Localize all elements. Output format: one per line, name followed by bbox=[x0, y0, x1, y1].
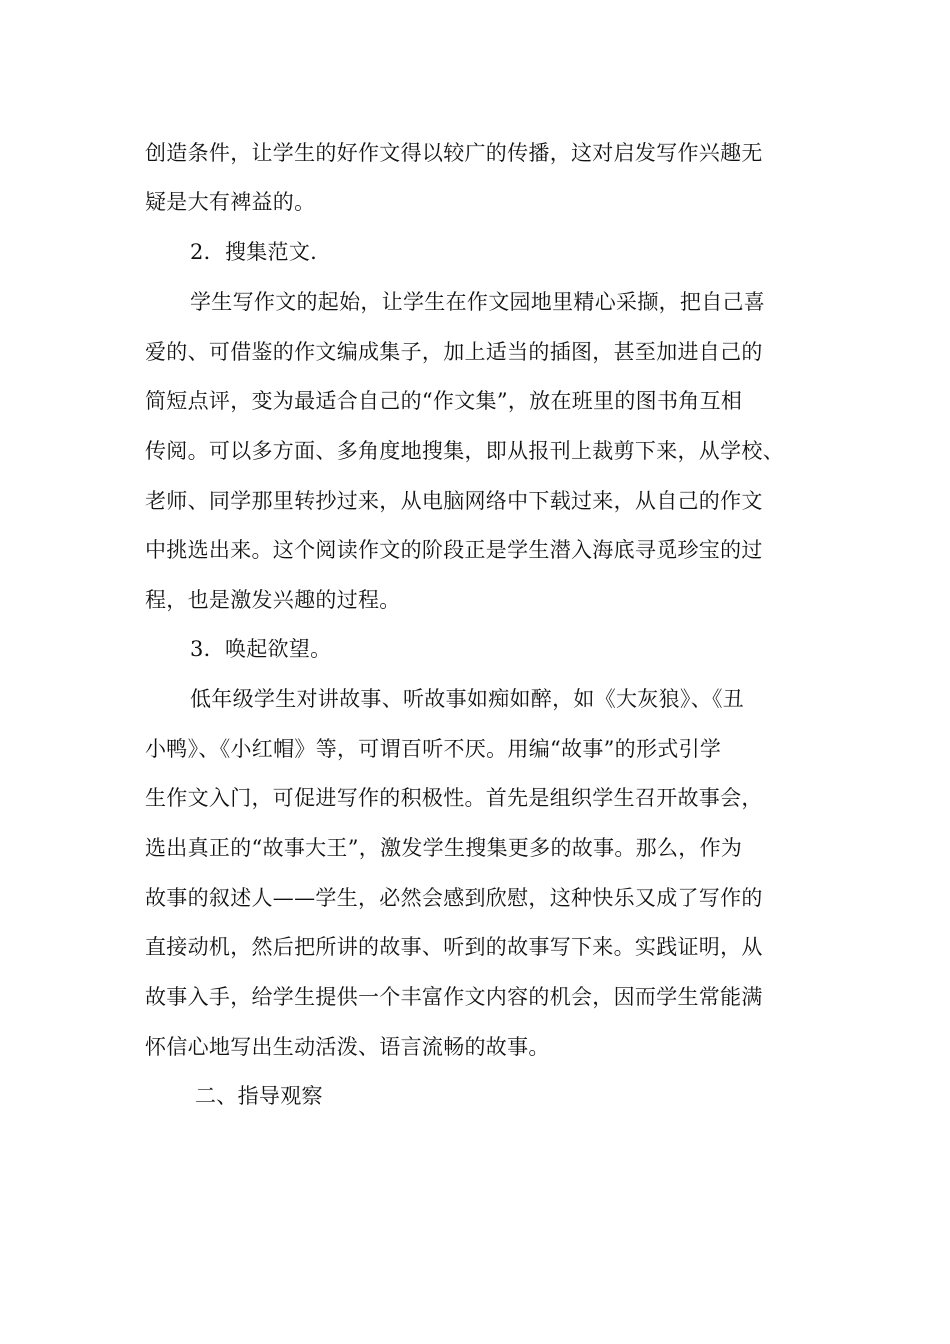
paragraph-line: 爱的、可借鉴的作文编成集子，加上适当的插图，甚至加进自己的 bbox=[145, 340, 763, 364]
section-heading: 3．唤起欲望。 bbox=[190, 637, 332, 661]
section-heading: 2．搜集范文. bbox=[190, 240, 318, 264]
paragraph-line: 老师、同学那里转抄过来，从电脑网络中下载过来，从自己的作文 bbox=[145, 489, 763, 513]
paragraph-line: 创造条件，让学生的好作文得以较广的传播，这对启发写作兴趣无 bbox=[145, 141, 763, 165]
paragraph-line: 学生写作文的起始，让学生在作文园地里精心采撷，把自己喜 bbox=[190, 290, 766, 314]
paragraph-line: 传阅。可以多方面、多角度地搜集，即从报刊上裁剪下来，从学校、 bbox=[145, 439, 784, 463]
paragraph-line: 故事的叙述人——学生，必然会感到欣慰，这种快乐又成了写作的 bbox=[145, 886, 763, 910]
paragraph-line: 疑是大有裨益的。 bbox=[145, 190, 316, 214]
paragraph-line: 怀信心地写出生动活泼、语言流畅的故事。 bbox=[145, 1035, 550, 1059]
paragraph-line: 低年级学生对讲故事、听故事如痴如醉，如《大灰狼》、《丑 bbox=[190, 687, 745, 711]
paragraph-line: 程，也是激发兴趣的过程。 bbox=[145, 588, 401, 612]
paragraph-line: 小鸭》、《小红帽》等，可谓百听不厌。用编“故事”的形式引学 bbox=[145, 737, 722, 761]
paragraph-line: 中挑选出来。这个阅读作文的阶段正是学生潜入海底寻觅珍宝的过 bbox=[145, 538, 763, 562]
paragraph-line: 选出真正的“故事大王”，激发学生搜集更多的故事。那么，作为 bbox=[145, 836, 743, 860]
paragraph-line: 简短点评，变为最适合自己的“作文集”，放在班里的图书角互相 bbox=[145, 389, 743, 413]
section-heading: 二、指导观察 bbox=[195, 1084, 323, 1108]
paragraph-line: 故事入手，给学生提供一个丰富作文内容的机会，因而学生常能满 bbox=[145, 985, 763, 1009]
paragraph-line: 直接动机，然后把所讲的故事、听到的故事写下来。实践证明，从 bbox=[145, 935, 763, 959]
paragraph-line: 生作文入门，可促进写作的积极性。首先是组织学生召开故事会， bbox=[145, 786, 763, 810]
